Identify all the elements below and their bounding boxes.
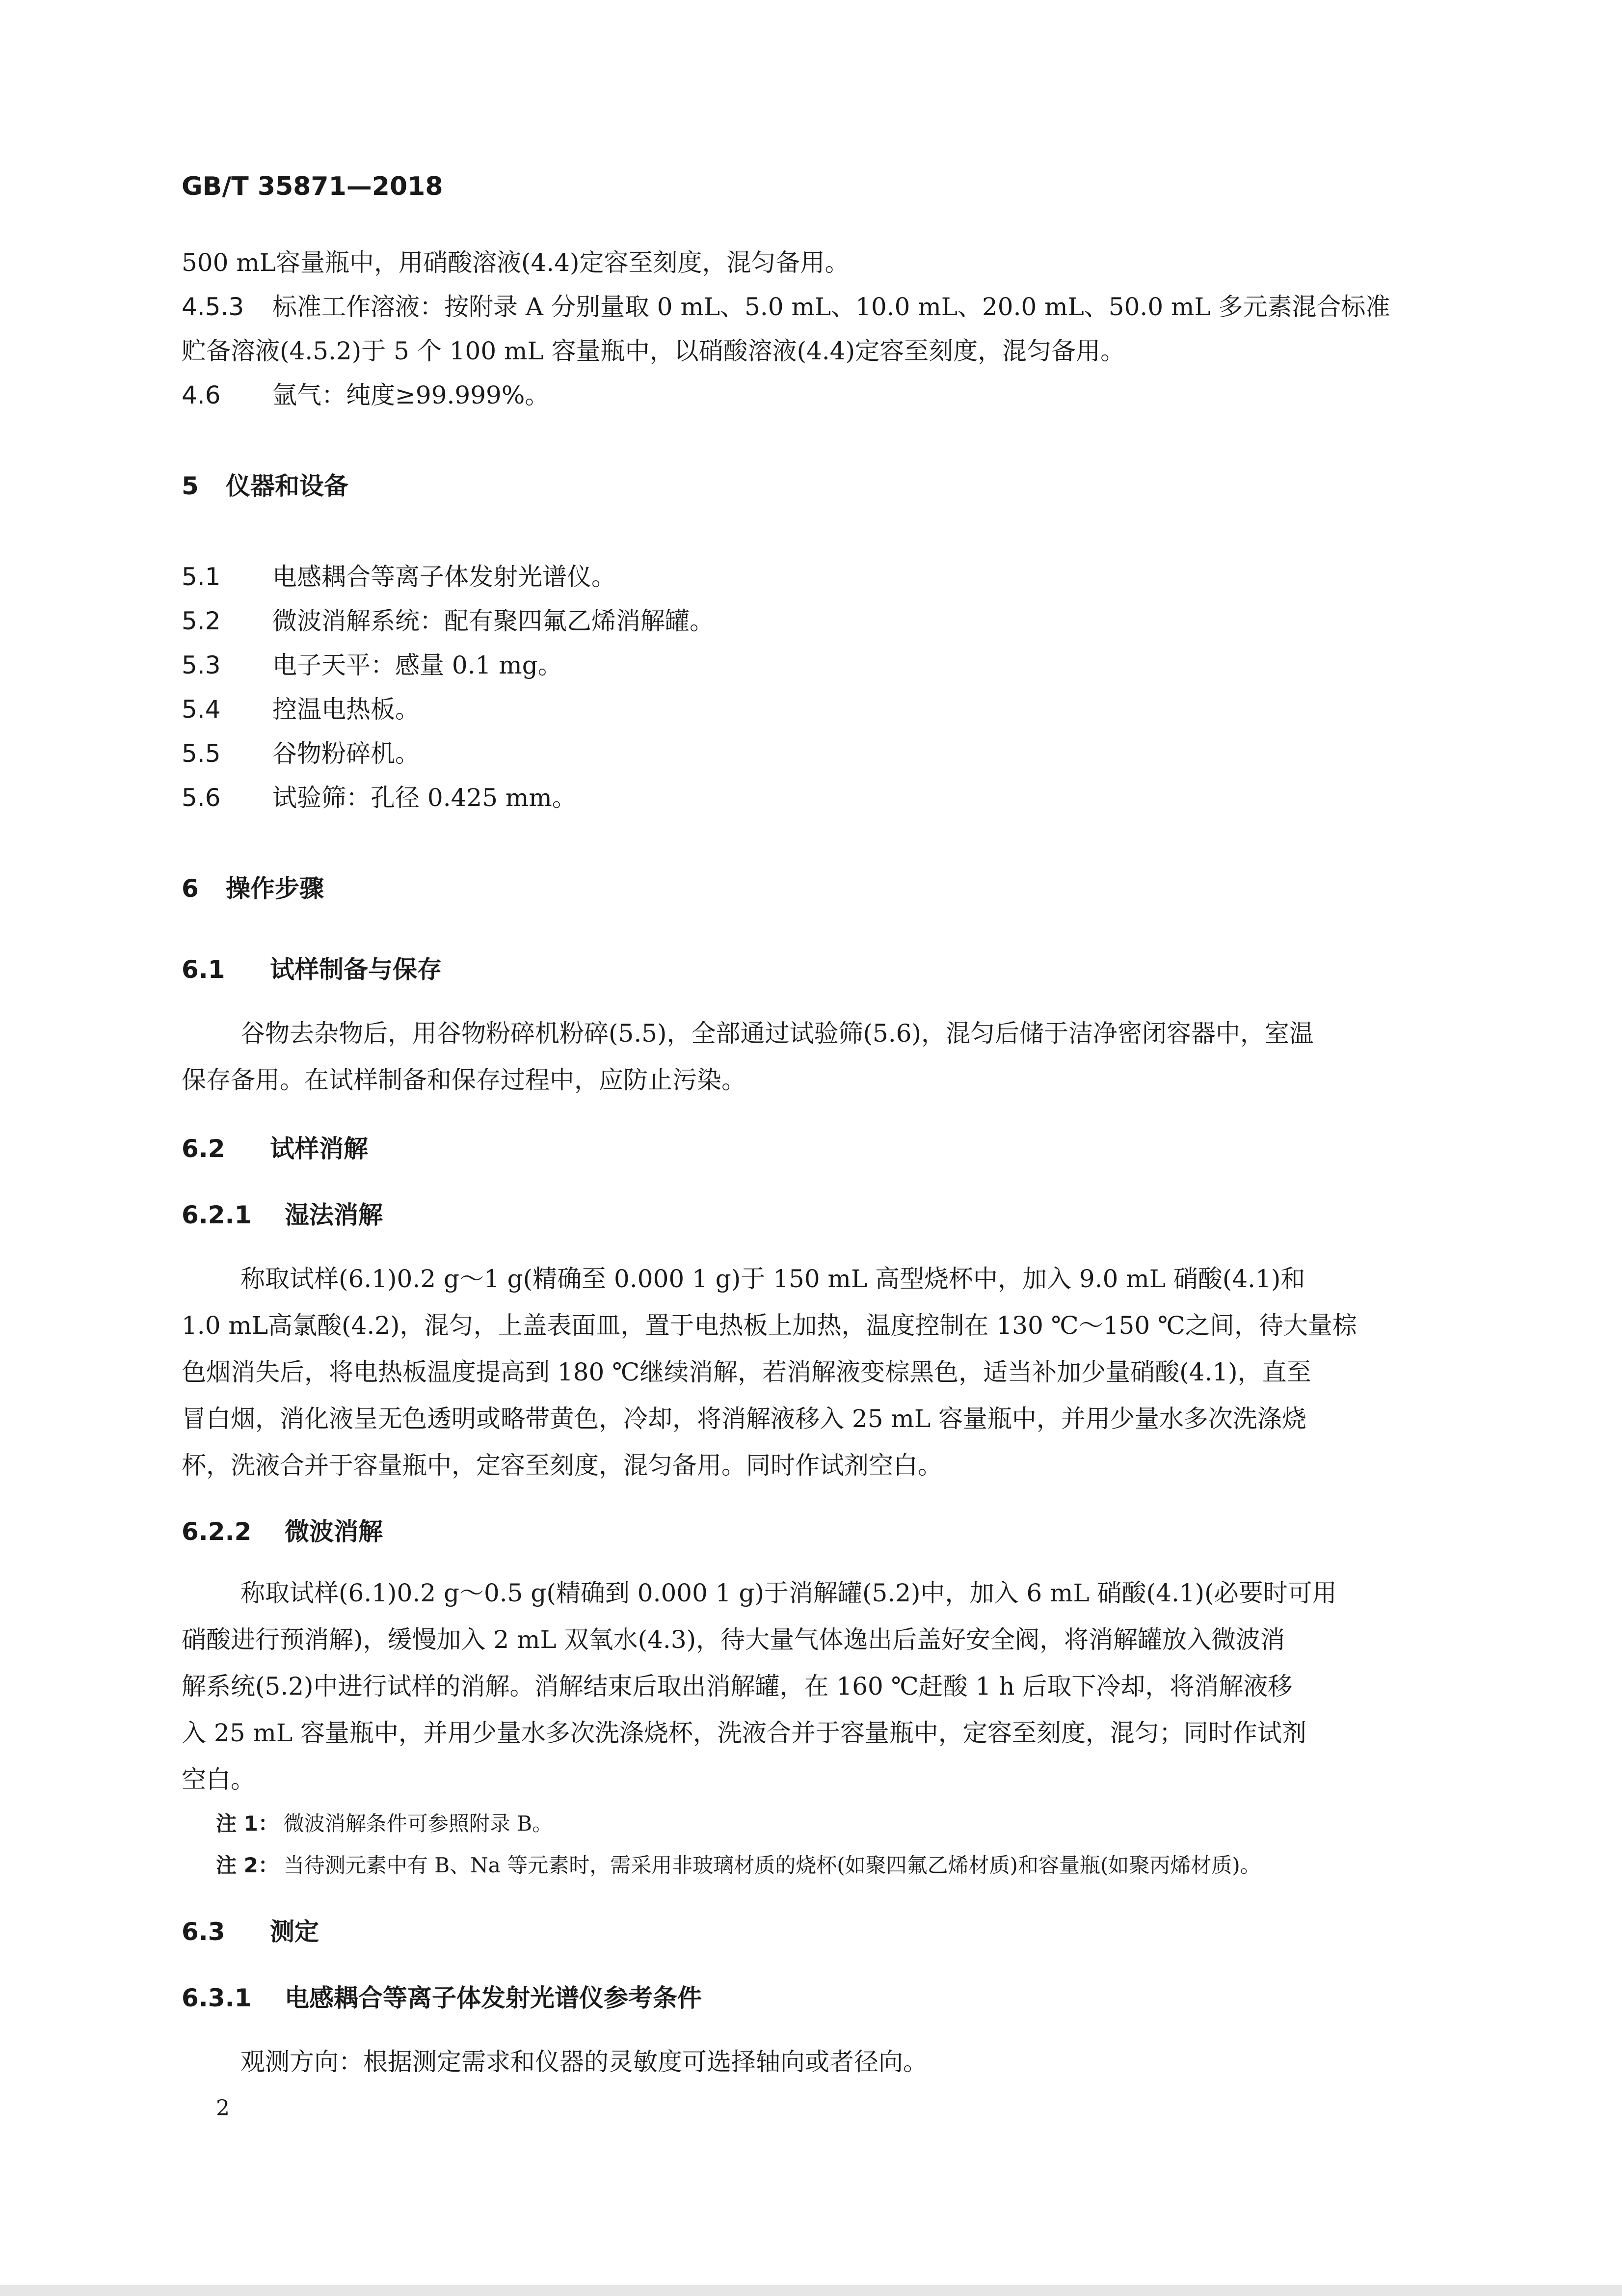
list-item — [182, 650, 562, 680]
note-label: 注 2： — [216, 1853, 279, 1877]
clause-text: 氩气：纯度≥99.999%。 — [272, 381, 550, 409]
clause-number: 5.1 — [182, 563, 221, 591]
list-item — [182, 606, 714, 636]
list-item — [182, 739, 420, 768]
section-number: 6 — [182, 874, 199, 903]
paragraph-line: 观测方向：根据测定需求和仪器的灵敏度可选择轴向或者径向。 — [240, 2048, 928, 2076]
note-label: 注 1： — [216, 1811, 279, 1836]
list-item — [182, 695, 420, 724]
standard-header: GB/T 35871—2018 — [182, 172, 443, 201]
clause-text: 试验筛：孔径 0.425 mm。 — [272, 783, 577, 812]
note-1 — [216, 1809, 553, 1838]
subsection-6-3-heading — [182, 1917, 319, 1946]
list-item — [182, 562, 616, 592]
paragraph-line: 色烟消失后，将电热板温度提高到 180 ℃继续消解，若消解液变棕黑色，适当补加少量硝酸(4.1)，直至 — [182, 1358, 1311, 1386]
clause-text: 微波消解系统：配有聚四氟乙烯消解罐。 — [272, 607, 714, 635]
clause-number: 4.5.3 — [182, 293, 244, 321]
clause-number: 4.6 — [182, 381, 221, 409]
note-2 — [216, 1851, 1261, 1880]
paragraph-line: 1.0 mL高氯酸(4.2)，混匀，上盖表面皿，置于电热板上加热，温度控制在 130 ℃～150 ℃之间，待大量棕 — [182, 1311, 1357, 1340]
paragraph-line: 谷物去杂物后，用谷物粉碎机粉碎(5.5)，全部通过试验筛(5.6)，混匀后储于洁净密闭容器中，室温 — [240, 1019, 1314, 1048]
section-title: 湿法消解 — [285, 1201, 383, 1229]
section-6-heading — [182, 874, 324, 903]
clause-number: 5.4 — [182, 695, 221, 724]
subsection-6-2-heading — [182, 1134, 368, 1163]
clause-text: 控温电热板。 — [272, 695, 420, 724]
clause-text: 标准工作溶液：按附录 A 分别量取 0 mL、5.0 mL、10.0 mL、20.0 mL、50.0 mL 多元素混合标准 — [272, 293, 1390, 321]
paragraph-line: 称取试样(6.1)0.2 g～1 g(精确至 0.000 1 g)于 150 mL 高型烧杯中，加入 9.0 mL 硝酸(4.1)和 — [240, 1265, 1305, 1293]
paragraph-line: 冒白烟，消化液呈无色透明或略带黄色，冷却，将消解液移入 25 mL 容量瓶中，并用少量水多次洗涤烧 — [182, 1405, 1306, 1433]
list-item — [182, 783, 577, 812]
section-title: 仪器和设备 — [226, 472, 348, 500]
section-title: 电感耦合等离子体发射光谱仪参考条件 — [285, 1984, 702, 2012]
subsection-6-3-1-heading — [182, 1983, 702, 2013]
note-text: 微波消解条件可参照附录 B。 — [283, 1811, 553, 1836]
page-number: 2 — [216, 2096, 230, 2121]
section-title: 试样消解 — [270, 1134, 368, 1163]
clause-number: 5.3 — [182, 651, 221, 679]
text-line: 500 mL容量瓶中，用硝酸溶液(4.4)定容至刻度，混匀备用。 — [182, 248, 850, 277]
paragraph-line: 硝酸进行预消解)，缓慢加入 2 mL 双氧水(4.3)，待大量气体逸出后盖好安全阀，将消解罐放入微波消 — [182, 1625, 1285, 1654]
section-number: 6.2.2 — [182, 1517, 252, 1546]
section-title: 试样制备与保存 — [270, 955, 442, 984]
paragraph-line: 称取试样(6.1)0.2 g～0.5 g(精确到 0.000 1 g)于消解罐(5.2)中，加入 6 mL 硝酸(4.1)(必要时可用 — [240, 1579, 1337, 1607]
section-number: 5 — [182, 472, 199, 500]
subsection-6-2-1-heading — [182, 1200, 383, 1230]
paragraph-line: 入 25 mL 容量瓶中，并用少量水多次洗涤烧杯，洗液合并于容量瓶中，定容至刻度，混匀；同时作试剂 — [182, 1719, 1306, 1747]
clause-number: 5.5 — [182, 739, 221, 768]
section-5-heading — [182, 471, 348, 501]
page-bottom-edge — [0, 2285, 1622, 2296]
section-number: 6.3 — [182, 1918, 225, 1946]
section-title: 测定 — [270, 1918, 319, 1946]
clause-4-6 — [182, 380, 549, 410]
clause-number: 5.6 — [182, 783, 221, 812]
section-title: 微波消解 — [285, 1517, 383, 1546]
paragraph-line: 空白。 — [182, 1765, 255, 1794]
clause-4-5-3 — [182, 292, 1390, 322]
clause-text: 电子天平：感量 0.1 mg。 — [272, 651, 562, 679]
clause-text: 谷物粉碎机。 — [272, 739, 420, 768]
section-number: 6.2.1 — [182, 1201, 252, 1229]
subsection-6-2-2-heading — [182, 1517, 383, 1546]
paragraph-line: 保存备用。在试样制备和保存过程中，应防止污染。 — [182, 1066, 746, 1094]
clause-text: 电感耦合等离子体发射光谱仪。 — [272, 563, 616, 591]
clause-number: 5.2 — [182, 607, 221, 635]
text-line: 贮备溶液(4.5.2)于 5 个 100 mL 容量瓶中，以硝酸溶液(4.4)定容至刻度，混匀备用。 — [182, 337, 1125, 365]
section-title: 操作步骤 — [226, 874, 324, 903]
subsection-6-1-heading — [182, 955, 442, 984]
paragraph-line: 杯，洗液合并于容量瓶中，定容至刻度，混匀备用。同时作试剂空白。 — [182, 1451, 942, 1480]
note-text: 当待测元素中有 B、Na 等元素时，需采用非玻璃材质的烧杯(如聚四氟乙烯材质)和容量瓶(如聚丙烯材质)。 — [283, 1853, 1261, 1877]
section-number: 6.1 — [182, 955, 225, 984]
section-number: 6.3.1 — [182, 1984, 252, 2012]
paragraph-line: 解系统(5.2)中进行试样的消解。消解结束后取出消解罐，在 160 ℃赶酸 1 h 后取下冷却，将消解液移 — [182, 1672, 1293, 1701]
section-number: 6.2 — [182, 1134, 225, 1163]
